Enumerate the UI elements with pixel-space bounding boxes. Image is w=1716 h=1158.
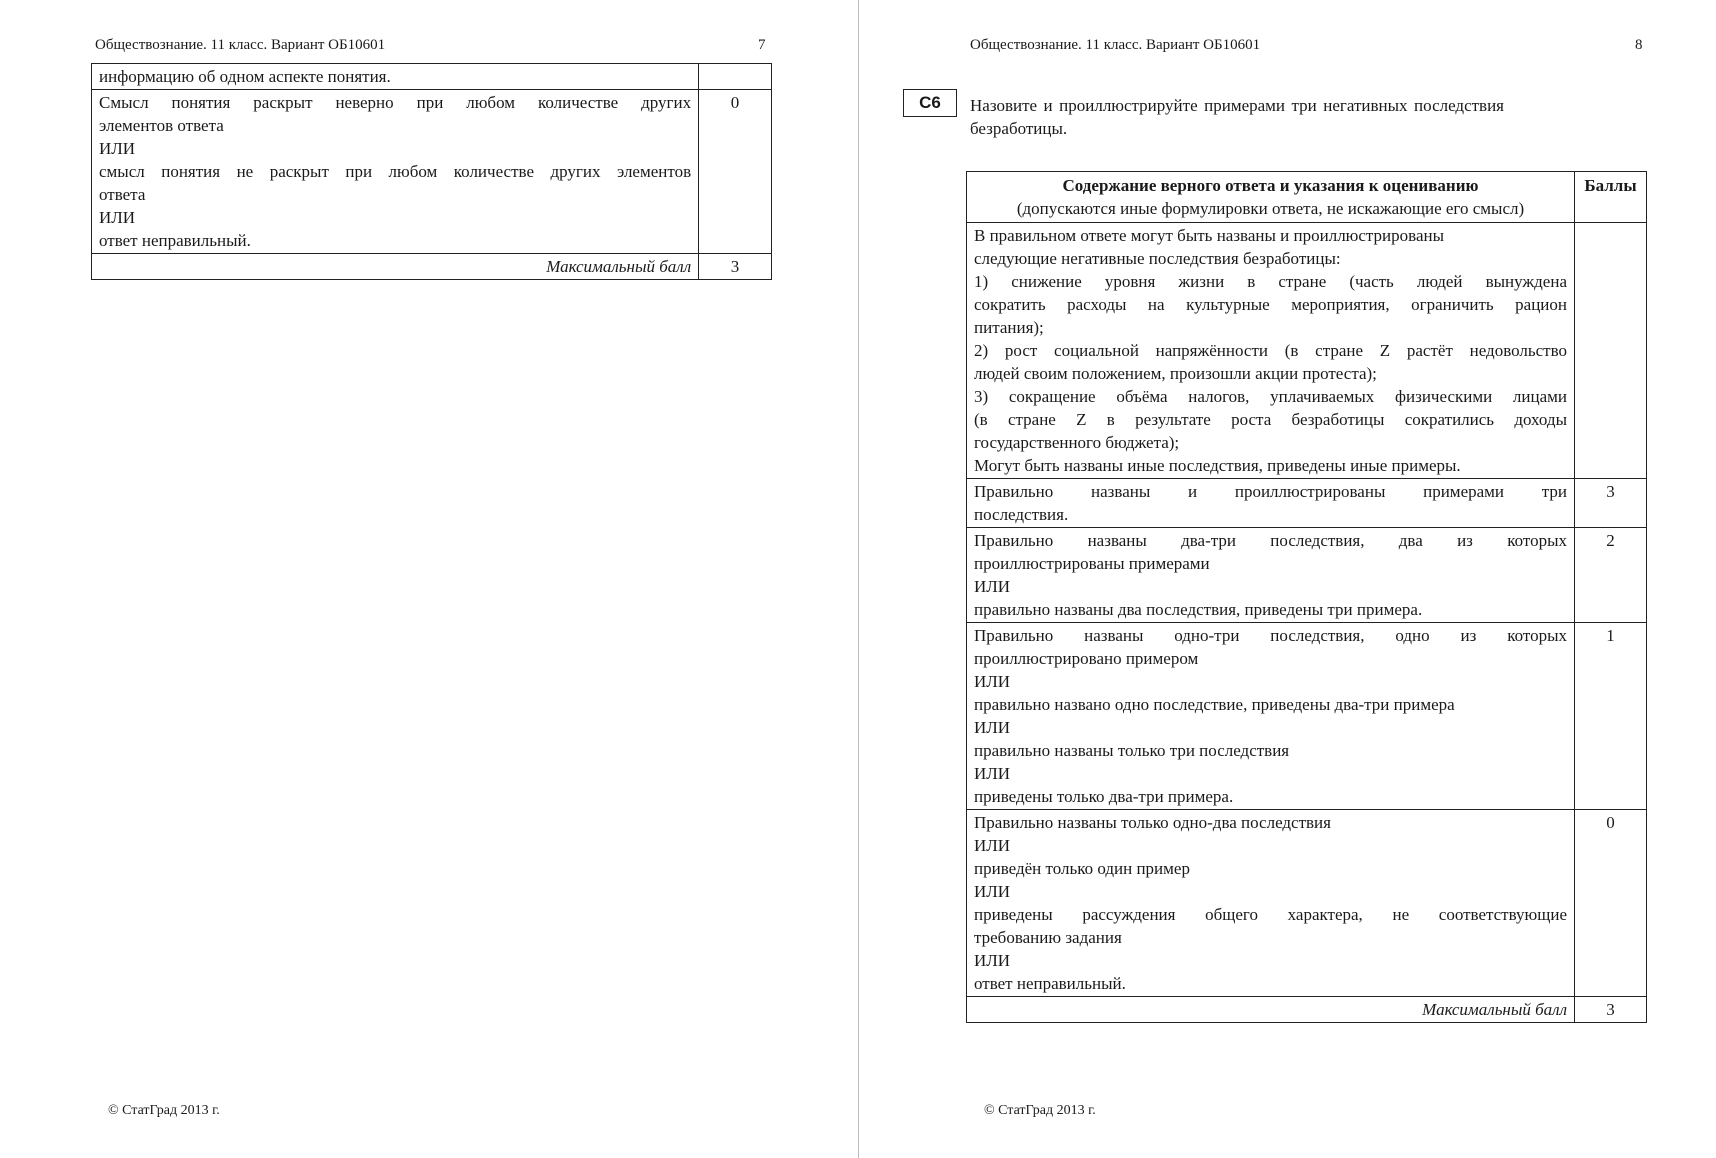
criteria-line: ИЛИ <box>99 139 136 158</box>
criteria-line: приведены только два-три примера. <box>974 787 1234 806</box>
max-score-row <box>967 997 1647 1023</box>
header-title: Обществознание. 11 класс. Вариант ОБ10601 <box>970 37 1261 53</box>
criteria-line: приведены рассуждения общего характера, не соответствующие <box>974 905 1567 924</box>
criteria-cell: информацию об одном аспекте понятия. <box>92 64 699 90</box>
answer-line: питания); <box>974 318 1044 337</box>
answer-line: (в стране Z в результате роста безработицы сократились доходы <box>974 410 1567 429</box>
task-id-badge: С6 <box>903 89 957 117</box>
table-row <box>92 64 772 90</box>
column-header-content <box>967 172 1575 223</box>
criteria-line: Правильно названы одно-три последствия, одно из которых <box>974 626 1567 645</box>
criteria-row <box>967 479 1647 528</box>
criteria-line: Правильно названы два-три последствия, два из которых <box>974 531 1567 550</box>
header-bold-text: Содержание верного ответа и указания к оцениванию <box>1062 176 1479 195</box>
criteria-line: требованию задания <box>974 928 1122 947</box>
copyright-footer: © СтатГрад 2013 г. <box>108 1103 220 1118</box>
answer-line: 1) снижение уровня жизни в стране (часть людей вынуждена <box>974 272 1567 291</box>
criteria-cell <box>967 810 1575 997</box>
max-score-value: 3 <box>699 254 772 280</box>
score-cell <box>699 64 772 90</box>
criteria-line: ИЛИ <box>974 577 1011 596</box>
answer-row <box>967 223 1647 479</box>
answer-content-cell <box>967 223 1575 479</box>
copyright-footer: © СтатГрад 2013 г. <box>984 1103 1096 1118</box>
answer-line: 3) сокращение объёма налогов, уплачиваемых физическими лицами <box>974 387 1567 406</box>
criteria-line: правильно названо одно последствие, приведены два-три примера <box>974 695 1455 714</box>
score-cell <box>1575 223 1647 479</box>
criteria-line: последствия. <box>974 505 1069 524</box>
criteria-line: проиллюстрировано примером <box>974 649 1199 668</box>
criteria-line: правильно названы два последствия, приведены три примера. <box>974 600 1423 619</box>
max-score-label: Максимальный балл <box>967 997 1575 1023</box>
criteria-line: ИЛИ <box>974 836 1011 855</box>
header-title: Обществознание. 11 класс. Вариант ОБ10601 <box>95 37 386 53</box>
criteria-line: приведён только один пример <box>974 859 1190 878</box>
answer-line: государственного бюджета); <box>974 433 1180 452</box>
criteria-line: Смысл понятия раскрыт неверно при любом количестве других <box>99 93 692 112</box>
score-cell: 0 <box>1575 810 1647 997</box>
answer-line: В правильном ответе могут быть названы и проиллюстрированы <box>974 226 1445 245</box>
table-row <box>92 90 772 254</box>
criteria-line: ИЛИ <box>99 208 136 227</box>
criteria-row <box>967 623 1647 810</box>
answer-line: 2) рост социальной напряжённости (в стране Z растёт недовольство <box>974 341 1567 360</box>
criteria-line: ответ неправильный. <box>99 231 251 250</box>
page-number: 7 <box>758 37 766 53</box>
max-score-value: 3 <box>1575 997 1647 1023</box>
criteria-line: элементов ответа <box>99 116 224 135</box>
criteria-line: ИЛИ <box>974 672 1011 691</box>
criteria-cell <box>92 90 699 254</box>
answer-line: сократить расходы на культурные мероприятия, ограничить рацион <box>974 295 1567 314</box>
criteria-line: смысл понятия не раскрыт при любом количестве других элементов <box>99 162 692 181</box>
criteria-line: ответа <box>99 185 146 204</box>
answer-line: людей своим положением, произошли акции протеста); <box>974 364 1377 383</box>
score-cell: 3 <box>1575 479 1647 528</box>
answer-line: следующие негативные последствия безработицы: <box>974 249 1341 268</box>
criteria-line: ИЛИ <box>974 718 1011 737</box>
score-cell: 1 <box>1575 623 1647 810</box>
score-cell: 2 <box>1575 528 1647 623</box>
criteria-line: ответ неправильный. <box>974 974 1126 993</box>
criteria-line: ИЛИ <box>974 882 1011 901</box>
criteria-line: правильно названы только три последствия <box>974 741 1290 760</box>
max-score-label: Максимальный балл <box>92 254 699 280</box>
criteria-cell <box>967 528 1575 623</box>
criteria-line: Правильно названы и проиллюстрированы примерами три <box>974 482 1567 501</box>
max-score-row <box>92 254 772 280</box>
page-right <box>860 0 1716 1158</box>
table-header-row <box>967 172 1647 223</box>
answer-line: Могут быть названы иные последствия, приведены иные примеры. <box>974 456 1461 475</box>
criteria-row <box>967 810 1647 997</box>
criteria-cell <box>967 479 1575 528</box>
criteria-cell <box>967 623 1575 810</box>
task-statement: Назовите и проиллюстрируйте примерами три негативных последствия безработицы. <box>970 96 1504 138</box>
criteria-line: Правильно названы только одно-два последствия <box>974 813 1331 832</box>
scoring-table <box>966 171 1647 1023</box>
scoring-table-continued <box>91 63 772 280</box>
criteria-line: ИЛИ <box>974 951 1011 970</box>
criteria-line: проиллюстрированы примерами <box>974 554 1210 573</box>
page-number: 8 <box>1635 37 1643 53</box>
criteria-line: ИЛИ <box>974 764 1011 783</box>
header-note: (допускаются иные формулировки ответа, не искажающие его смысл) <box>1016 199 1525 218</box>
score-cell: 0 <box>699 90 772 254</box>
column-header-score: Баллы <box>1575 172 1647 223</box>
criteria-row <box>967 528 1647 623</box>
page-divider <box>858 0 859 1158</box>
